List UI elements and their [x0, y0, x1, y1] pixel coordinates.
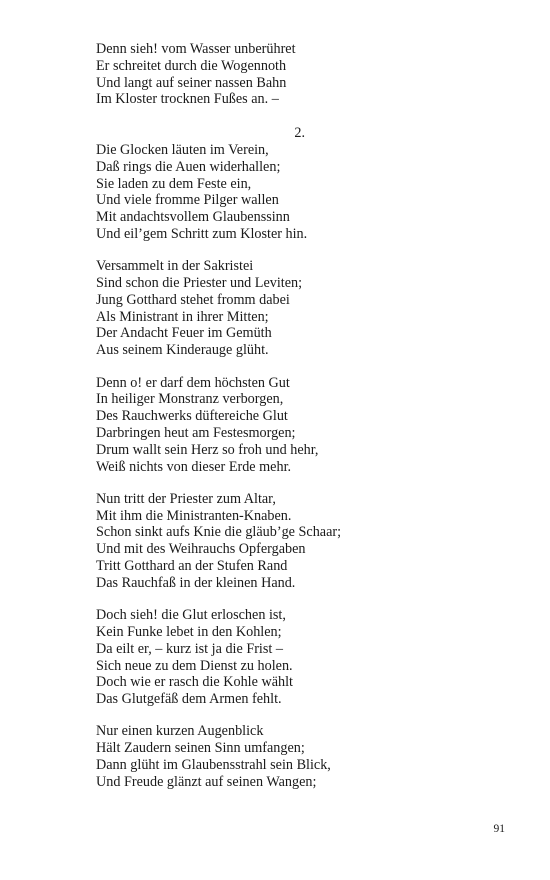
stanza	[96, 491, 396, 592]
verse-line: Kein Funke lebet in den Kohlen;	[96, 623, 282, 640]
section-number: 2.	[294, 125, 305, 142]
verse-line: Das Rauchfaß in der kleinen Hand.	[96, 574, 296, 591]
verse-line: Daß rings die Auen widerhallen;	[96, 158, 281, 175]
verse-line: Aus seinem Kinderauge glüht.	[96, 342, 269, 359]
verse-line: Jung Gotthard stehet fromm dabei	[96, 291, 290, 308]
verse-line: In heiliger Monstranz verborgen,	[96, 391, 284, 408]
verse-line: Nun tritt der Priester zum Altar,	[96, 490, 276, 507]
verse-line: Und langt auf seiner nassen Bahn	[96, 74, 287, 91]
verse-line: Doch sieh! die Glut erloschen ist,	[96, 607, 286, 624]
verse-line: Sie laden zu dem Feste ein,	[96, 175, 252, 192]
stanza-continued	[96, 41, 396, 108]
verse-line: Und viele fromme Pilger wallen	[96, 192, 279, 209]
verse-line: Versammelt in der Sakristei	[96, 258, 254, 275]
verse-line: Da eilt er, – kurz ist ja die Frist –	[96, 640, 283, 657]
verse-line: Und mit des Weihrauchs Opfergaben	[96, 541, 306, 558]
stanza	[96, 258, 396, 359]
verse-line: Denn o! er darf dem höchsten Gut	[96, 374, 290, 391]
verse-line: Und Freude glänzt auf seinen Wangen;	[96, 773, 317, 790]
verse-line: Weiß nichts von dieser Erde mehr.	[96, 458, 292, 475]
verse-line: Schon sinkt aufs Knie die gläub’ge Schaar;	[96, 524, 342, 541]
poem-text	[96, 41, 396, 791]
verse-line: Der Andacht Feuer im Gemüth	[96, 325, 272, 342]
verse-line: Er schreitet durch die Wogennoth	[96, 57, 287, 74]
verse-line: Sich neue zu dem Dienst zu holen.	[96, 657, 293, 674]
verse-line: Nur einen kurzen Augenblick	[96, 723, 264, 740]
verse-line: Denn sieh! vom Wasser unberühret	[96, 41, 296, 57]
verse-line: Als Ministrant in ihrer Mitten;	[96, 308, 269, 325]
verse-line: Die Glocken läuten im Verein,	[96, 141, 269, 158]
stanza	[96, 375, 396, 476]
verse-line: Des Rauchwerks düftereiche Glut	[96, 408, 288, 425]
stanza	[96, 607, 396, 708]
verse-line: Doch wie er rasch die Kohle wählt	[96, 674, 293, 691]
verse-line: Dann glüht im Glaubensstrahl sein Blick,	[96, 756, 331, 773]
stanza	[96, 142, 396, 243]
verse-line: Mit andachtsvollem Glaubenssinn	[96, 209, 290, 226]
verse-line: Im Kloster trocknen Fußes an. –	[96, 91, 279, 108]
verse-line: Drum wallt sein Herz so froh und hehr,	[96, 441, 319, 458]
verse-line: Tritt Gotthard an der Stufen Rand	[96, 558, 288, 575]
verse-line: Mit ihm die Ministranten-Knaben.	[96, 507, 292, 524]
verse-line: Darbringen heut am Festesmorgen;	[96, 424, 296, 441]
verse-line: Das Glutgefäß dem Armen fehlt.	[96, 691, 282, 708]
verse-line: Sind schon die Priester und Leviten;	[96, 275, 303, 292]
verse-line: Hält Zaudern seinen Sinn umfangen;	[96, 740, 305, 757]
stanza	[96, 723, 396, 790]
page-number: 91	[493, 823, 505, 835]
verse-line: Und eil’gem Schritt zum Kloster hin.	[96, 225, 308, 242]
